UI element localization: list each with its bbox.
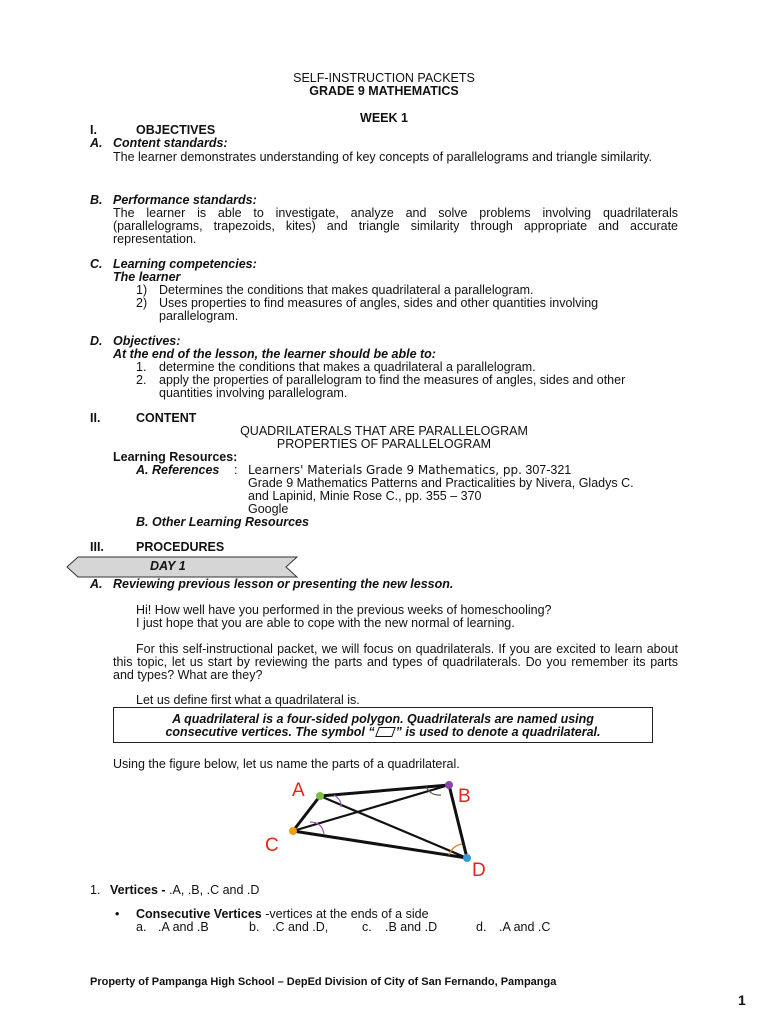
- choice-letter: c.: [362, 920, 372, 934]
- diagonal-ad: [320, 796, 467, 858]
- learning-competencies-title: Learning competencies:: [113, 257, 257, 271]
- content-topic-2: PROPERTIES OF PARALLELOGRAM: [276, 437, 492, 451]
- page-number: 1: [738, 992, 746, 1008]
- choice-letter: a.: [136, 920, 147, 934]
- procedures-heading: PROCEDURES: [136, 540, 225, 554]
- quadrilateral-symbol-icon: [375, 727, 396, 737]
- section-number: I.: [90, 123, 97, 137]
- item-letter: D.: [90, 334, 103, 348]
- vertices-line: [110, 884, 259, 897]
- objectives-subtitle: At the end of the lesson, the learner should be able to:: [113, 347, 436, 361]
- performance-standards-title: Performance standards:: [113, 193, 257, 207]
- objective-item: determine the conditions that makes a quadrilateral a parallelogram.: [159, 360, 536, 374]
- reference-pages: 307-321: [521, 463, 572, 477]
- review-title: Reviewing previous lesson or presenting the new lesson.: [113, 577, 454, 591]
- references-colon: :: [234, 463, 238, 477]
- reference-line: Grade 9 Mathematics Patterns and Practicalities by Nivera, Gladys C.: [248, 476, 634, 490]
- day-label: DAY 1: [150, 559, 186, 573]
- grade-title: GRADE 9 MATHEMATICS: [309, 84, 459, 98]
- choice-text: .A and .C: [499, 920, 551, 934]
- list-number: 2): [136, 296, 148, 310]
- bullet-icon: •: [115, 907, 120, 921]
- content-standards-text: The learner demonstrates understanding of key concepts of parallelograms and triangle similarity.: [113, 150, 652, 164]
- vertex-label-c: C: [265, 835, 279, 856]
- competency-item: Determines the conditions that makes quadrilateral a parallelogram.: [159, 283, 534, 297]
- vertex-label-a: A: [292, 780, 305, 801]
- vertex-label-d: D: [472, 860, 486, 881]
- vertex-label-b: B: [458, 786, 471, 807]
- list-number: 1.: [136, 360, 147, 374]
- list-number: 1): [136, 283, 148, 297]
- definition-part: consecutive vertices. The symbol “: [165, 725, 375, 739]
- content-topic-1: QUADRILATERALS THAT ARE PARALLELOGRAM: [240, 424, 528, 438]
- greeting-line: Hi! How well have you performed in the previous weeks of homeschooling?: [136, 603, 552, 617]
- definition-line: A quadrilateral is a four-sided polygon. Quadrilaterals are named using: [172, 712, 594, 726]
- define-prompt: Let us define first what a quadrilateral is.: [136, 693, 360, 707]
- choice-letter: d.: [476, 920, 487, 934]
- item-letter: A.: [90, 577, 103, 591]
- list-number: 2.: [136, 373, 147, 387]
- list-number: 1.: [90, 883, 101, 897]
- item-letter: B.: [90, 193, 103, 207]
- intro-paragraph: For this self-instructional packet, we will focus on quadrilaterals. If you are excited to learn about this topic, let us start by reviewing the parts and types of quadrilaterals. Do you remember its parts and types? What are they?: [113, 642, 678, 682]
- objectives-heading: OBJECTIVES: [136, 123, 216, 137]
- objectives-title: Objectives:: [113, 334, 181, 348]
- choice-letter: b.: [249, 920, 260, 934]
- choice-text: .A and .B: [158, 920, 209, 934]
- objective-item: apply the properties of parallelogram to find the measures of angles, sides and other quantities involving parallelogram.: [159, 373, 626, 400]
- consecutive-vertices-text: -vertices at the ends of a side: [261, 907, 429, 921]
- week-title: WEEK 1: [360, 111, 408, 125]
- content-heading: CONTENT: [136, 411, 197, 425]
- section-number: III.: [90, 540, 104, 554]
- content-standards-title: Content standards:: [113, 136, 228, 150]
- definition-box: [113, 707, 653, 743]
- reference-line: and Lapinid, Minie Rose C., pp. 355 – 370: [248, 489, 482, 503]
- side-dc: [293, 831, 467, 858]
- side-ca: [293, 796, 320, 831]
- vertex-c-dot: [289, 827, 297, 835]
- competency-item: Uses properties to find measures of angles, sides and other quantities involving parallelogram.: [159, 296, 599, 323]
- learning-resources-label: Learning Resources:: [113, 450, 238, 464]
- vertices-text: .A, .B, .C and .D: [169, 883, 260, 897]
- reference-book-title: Learners' Materials Grade 9 Mathematics, pp.: [248, 463, 522, 477]
- consecutive-vertices-label: Consecutive Vertices: [136, 907, 262, 921]
- vertex-d-dot: [463, 854, 471, 862]
- section-number: II.: [90, 411, 101, 425]
- greeting-line: I just hope that you are able to cope with the new normal of learning.: [136, 616, 515, 630]
- item-letter: A.: [90, 136, 103, 150]
- page-footer: Property of Pampanga High School – DepEd Division of City of San Fernando, Pampanga: [90, 976, 557, 988]
- packet-title: SELF-INSTRUCTION PACKETS: [293, 71, 475, 85]
- item-letter: C.: [90, 257, 103, 271]
- vertex-b-dot: [445, 781, 453, 789]
- vertex-a-dot: [316, 792, 324, 800]
- angle-arc-c: [310, 822, 324, 834]
- other-resources-label: B. Other Learning Resources: [136, 515, 309, 529]
- learner-subtitle: The learner: [113, 270, 181, 284]
- definition-line-2: [114, 726, 652, 739]
- definition-part: ” is used to denote a quadrilateral.: [395, 725, 601, 739]
- choice-text: .B and .D: [385, 920, 438, 934]
- figure-intro: Using the figure below, let us name the parts of a quadrilateral.: [113, 757, 460, 771]
- performance-standards-text: The learner is able to investigate, analyze and solve problems involving quadrilaterals (parallelograms, trapezoids, kites) and triangle similarity through appropriate and accurate representation.: [113, 206, 678, 246]
- references-label: A. References: [136, 463, 220, 477]
- vertices-label: Vertices -: [110, 883, 170, 897]
- reference-line: Google: [248, 502, 289, 516]
- choice-text: .C and .D,: [272, 920, 329, 934]
